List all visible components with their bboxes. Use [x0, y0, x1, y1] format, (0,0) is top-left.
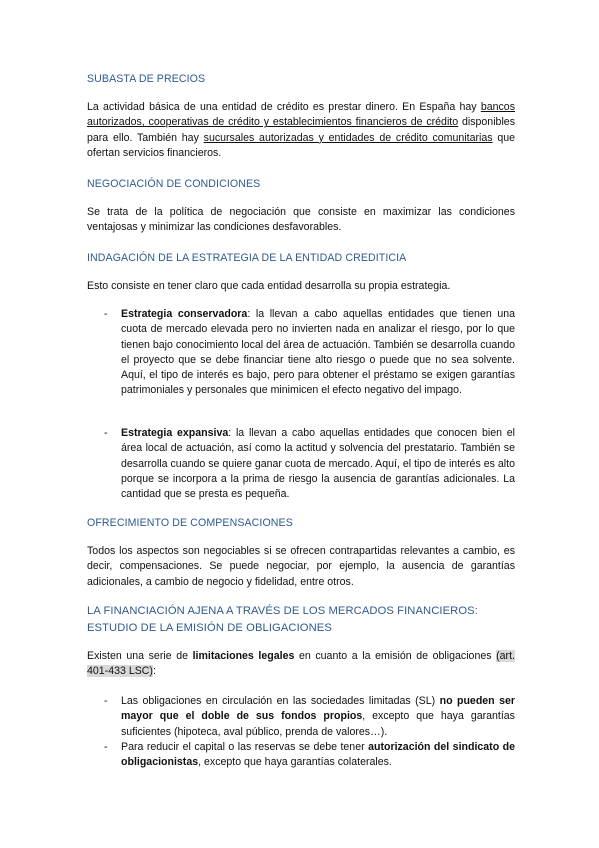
term-limitaciones: limitaciones legales [192, 650, 295, 662]
highlight-article-ref: (art. 401-433 LSC) [87, 650, 515, 678]
text: Existen una serie de [87, 650, 193, 662]
text: Las obligaciones en circulación en las sociedades limitadas (SL) [121, 695, 440, 707]
term-limite-obligaciones: no pueden ser mayor que el doble de sus fondos propios [121, 695, 516, 723]
list-item-expansiva [121, 426, 515, 502]
term-conservadora: Estrategia conservadora [121, 308, 248, 320]
list-item-obligaciones-sl [121, 694, 515, 740]
section-heading-financiacion: LA FINANCIACIÓN AJENA A TRAVÉS DE LOS MERCADOS FINANCIEROS: ESTUDIO DE LA EMISIÓN DE OBLIGACIONES [87, 605, 478, 634]
text: , excepto que haya garantías colaterales. [198, 756, 392, 769]
term-expansiva: Estrategia expansiva [121, 427, 229, 439]
term-sindicato: autorización del sindicato de obligacionistas [121, 741, 515, 769]
list-bullet: - [104, 741, 108, 753]
paragraph-negociacion: Se trata de la política de negociación que consiste en maximizar las condiciones ventajosas y minimizar las condiciones desfavorables. [87, 206, 515, 234]
list-bullet: - [104, 308, 108, 320]
paragraph-compensaciones: Todos los aspectos son negociables si se ofrecen contrapartidas relevantes a cambio, es decir, compensaciones. Se puede negociar, por ejemplo, la ausencia de garantías adicionales, a cambio de negocio y fidelidad, entre otros. [87, 545, 515, 588]
link-bancos-autorizados[interactable]: bancos autorizados, cooperativas de crédito y establecimientos financieros de crédito [87, 101, 515, 129]
paragraph-limitaciones [87, 649, 515, 680]
paragraph-subasta [87, 100, 515, 162]
text: : la llevan a cabo aquellas entidades que conocen bien el área local de actuación, así como la actitud y solvencia del prestatario. También se desarrolla cuando se quiere ganar cuota de mercado. Aquí, el tipo de interés es alto porque se incorpora a la prima de riesgo la ausencia de garantías adicionales. La cantidad que se presta es pequeña. [121, 427, 516, 501]
list-bullet: - [104, 695, 108, 707]
section-heading-indagacion: INDAGACIÓN DE LA ESTRATEGIA DE LA ENTIDAD CREDITICIA [87, 252, 407, 264]
text: Para reducir el capital o las reservas se debe tener [121, 741, 369, 753]
list-bullet: - [104, 427, 108, 439]
text: en cuanto a la emisión de obligaciones [294, 650, 497, 662]
text: : [152, 665, 156, 678]
section-heading-subasta: SUBASTA DE PRECIOS [87, 73, 206, 85]
text: , excepto que haya garantías suficientes (hipoteca, aval público, prenda de valores…). [121, 710, 515, 738]
link-sucursales-autorizadas[interactable]: sucursales autorizadas y entidades de crédito comunitarias [203, 131, 493, 144]
section-heading-compensaciones: OFRECIMIENTO DE COMPENSACIONES [87, 517, 293, 529]
paragraph-indagacion: Esto consiste en tener claro que cada entidad desarrolla su propia estrategia. [87, 280, 451, 292]
text: que ofertan servicios financieros. [87, 131, 516, 160]
section-heading-negociacion: NEGOCIACIÓN DE CONDICIONES [87, 178, 261, 190]
text: disponibles para ello. También hay [87, 116, 515, 144]
text: : la llevan a cabo aquellas entidades que tienen una cuota de mercado elevada pero no invierten nada en analizar el riesgo, por lo que tienen bajo conocimiento local del área de actuación. También se desarrolla cuando el proyecto que se debe financiar tiene alto riesgo o puede que no sea solvente. Aquí, el tipo de interés es bajo, pero para obtener el préstamo se exigen garantías patrimoniales y personales que minimicen el efecto negativo del impago. [121, 308, 516, 397]
list-item-reducir-capital [121, 740, 515, 771]
list-item-conservadora [121, 307, 515, 399]
text: La actividad básica de una entidad de crédito es prestar dinero. En España hay [87, 101, 481, 113]
